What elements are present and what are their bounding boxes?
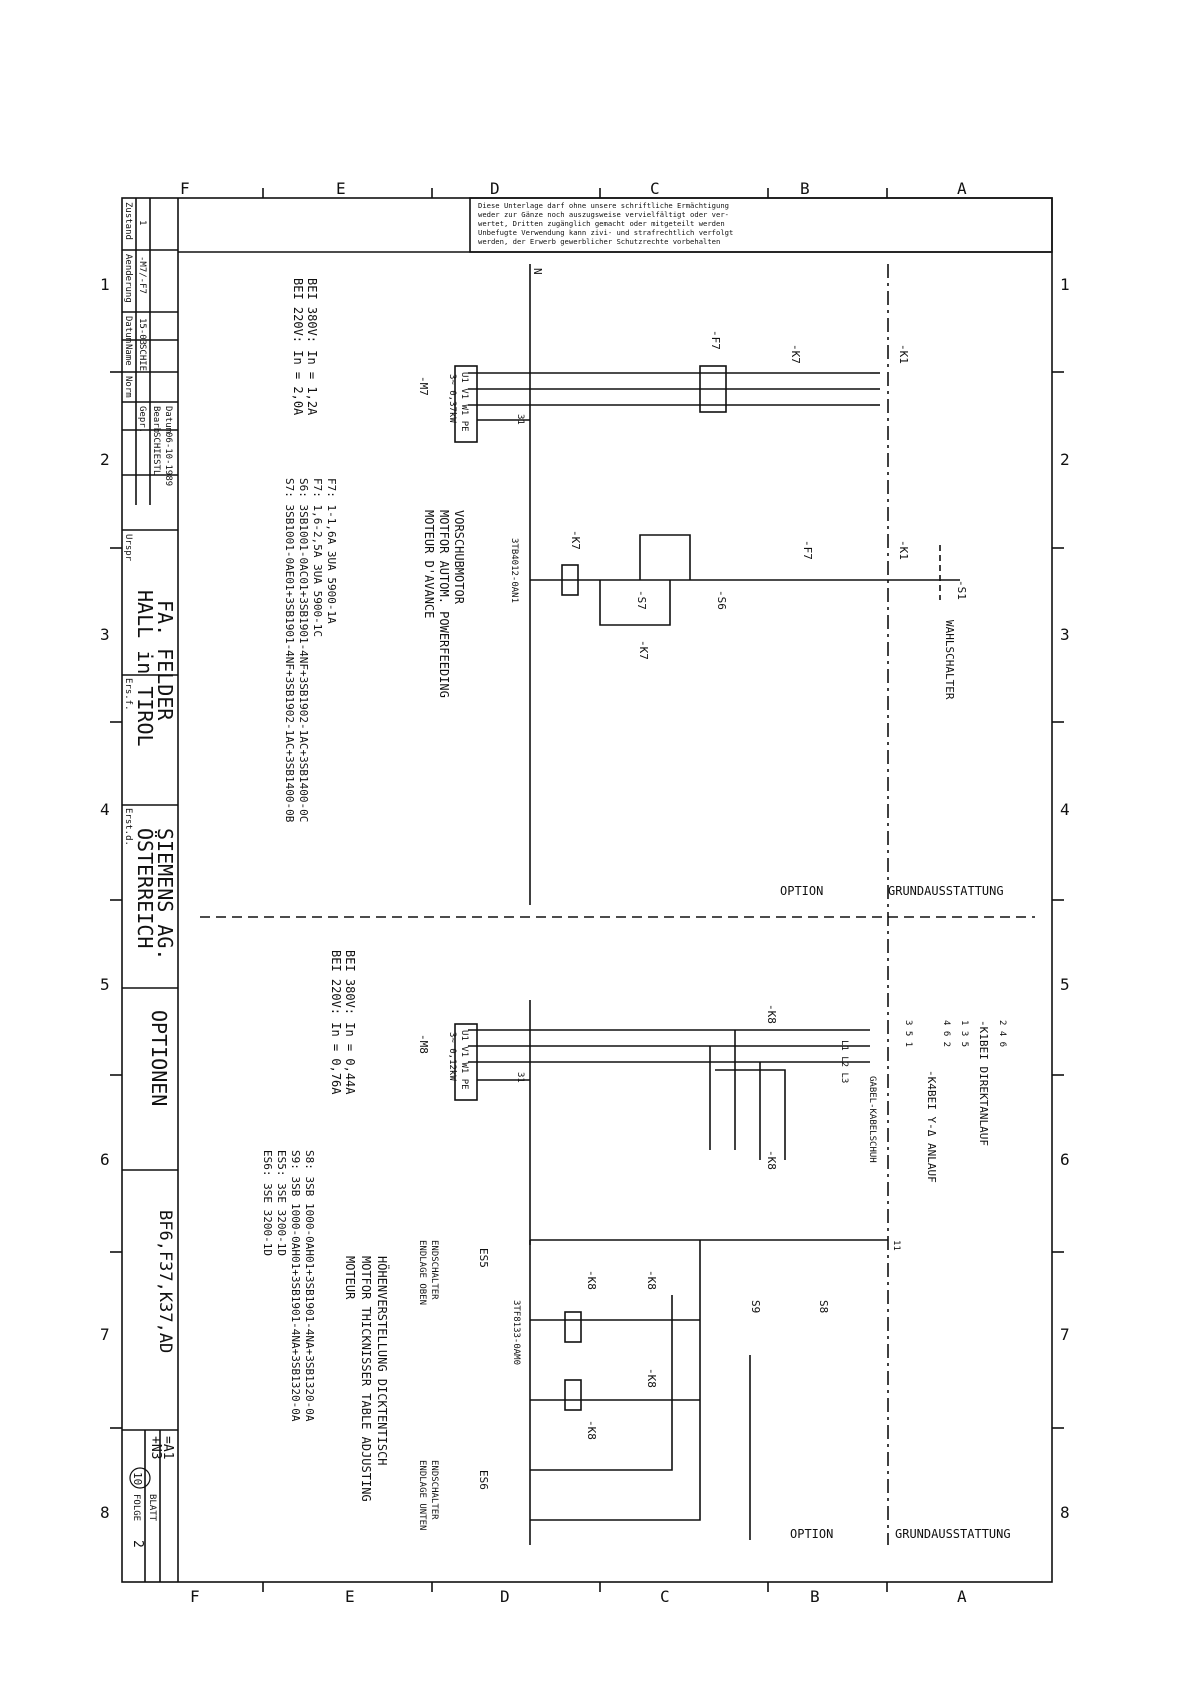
s2-k1-pins2: 1 3 5 bbox=[959, 1020, 969, 1048]
s1-s7-tag: -S7 bbox=[635, 590, 648, 610]
s2-motor-tag: -M8 bbox=[417, 1034, 430, 1054]
s2-coil1-tag: -K8 bbox=[585, 1270, 598, 1290]
notice-line-5: werden, der Erwerb gewerblicher Schutzrechte vorbehalten bbox=[478, 237, 721, 246]
notice-line-4: Unbefugte Verwendung kann zivi- und strafrechtlich verfolgt bbox=[478, 228, 734, 237]
frame-number-right-4: 4 bbox=[1060, 800, 1070, 819]
frame-number-left-2: 2 bbox=[100, 450, 110, 469]
tb-title: OPTIONEN bbox=[147, 1010, 171, 1107]
s2-desc-fr: MOTEUR bbox=[343, 1256, 357, 1300]
s2-k8-bottom: -K8 bbox=[765, 1150, 778, 1170]
tb-blatt-value: 2 bbox=[130, 1540, 145, 1548]
s1-part-s7: S7: 3SB1001-0AE01+3SB1901-4NF+3SB1902-1AC+3SB1400-0B bbox=[283, 478, 296, 823]
frame-number-right-7: 7 bbox=[1060, 1325, 1070, 1344]
s1-desc-de: VORSCHUBMOTOR bbox=[452, 510, 466, 604]
tb-row1-datum: 15-03 bbox=[137, 318, 147, 346]
frame-number-left-5: 5 bbox=[100, 975, 110, 994]
s1-f7-top: -F7 bbox=[709, 330, 722, 350]
s1-k7-aux: -K7 bbox=[637, 640, 650, 660]
s2-part-s8: S8: 3SB 1000-0AH01+3SB1901-4NA+3SB1320-0A bbox=[303, 1150, 316, 1422]
s2-s8-tag: S8 bbox=[817, 1300, 830, 1314]
frame-letter-top-c: C bbox=[650, 179, 660, 198]
tb-sheet-count: 10 bbox=[131, 1472, 144, 1486]
frame-number-left-8: 8 bbox=[100, 1503, 110, 1522]
s1-part-f7a: F7: 1-1,6A 3UA 5900-1A bbox=[325, 478, 338, 624]
tb-row1-zustand: 1 bbox=[137, 220, 147, 226]
s1-s6-tag: -S6 bbox=[715, 590, 728, 610]
frame-letter-bottom-c: C bbox=[660, 1587, 670, 1606]
tb-header-datum: Datum bbox=[123, 316, 133, 344]
s2-voltage-380: BEI 380V: In = 0,44A bbox=[343, 950, 357, 1095]
s2-k4-note: BEI Y-Δ ANLAUF bbox=[925, 1090, 938, 1183]
frame-number-right-2: 2 bbox=[1060, 450, 1070, 469]
frame-number-right-1: 1 bbox=[1060, 275, 1070, 294]
s1-desc-en: MOTFOR AUTOM. POWERFEEDING bbox=[437, 510, 451, 698]
s1-contactor-type: 3TB4012-0AN1 bbox=[509, 538, 519, 604]
tb-folge-label: FOLGE bbox=[131, 1494, 141, 1522]
s1-motor-terminals: U1 V1 W1 PE bbox=[459, 372, 469, 432]
frame-letter-bottom-b: B bbox=[810, 1587, 820, 1606]
s2-k8-top: -K8 bbox=[765, 1004, 778, 1024]
s2-k1-label: -K1 bbox=[977, 1020, 990, 1040]
s2-desc-de: HÖHENVERSTELLUNG DICKTENTISCH bbox=[375, 1256, 389, 1466]
s1-wahlschalter: WAHLSCHALTER bbox=[943, 620, 956, 700]
s1-k1-aux: -K1 bbox=[897, 540, 910, 560]
s2-es6-tag: ES6 bbox=[477, 1470, 490, 1490]
tb-ersatz-fuer: Ers.f. bbox=[123, 678, 133, 711]
tb-ersetzt-durch: Erst.d. bbox=[123, 808, 133, 846]
s2-pe-num: 31 bbox=[515, 1072, 525, 1083]
frame-letter-top-b: B bbox=[800, 179, 810, 198]
tb-eq-a1: =A1 bbox=[160, 1436, 175, 1460]
tb-datum-label: Datum bbox=[163, 406, 173, 434]
frame-letter-top-f: F bbox=[180, 179, 190, 198]
tb-customer-line1: FA. FELDER bbox=[153, 600, 177, 721]
tb-eq-n3: +N3 bbox=[148, 1436, 163, 1460]
s2-es5-note2: ENDLAGE OBEN bbox=[417, 1240, 427, 1306]
tb-header-aenderung: Aenderung bbox=[123, 254, 133, 303]
tb-bearb-label: Bearb bbox=[151, 406, 161, 434]
s2-coil2-tag: -K8 bbox=[585, 1420, 598, 1440]
frame-letter-top-a: A bbox=[957, 179, 967, 198]
s1-motor-rating: 3~ 0,37kW bbox=[447, 374, 457, 423]
s1-part-f7b: F7: 1,6-2,5A 3UA 5900-1C bbox=[311, 478, 324, 637]
frame-letter-bottom-d: D bbox=[500, 1587, 510, 1606]
s2-lines: L1 L2 L3 bbox=[839, 1040, 849, 1084]
frame-number-left-6: 6 bbox=[100, 1150, 110, 1169]
tb-gepr-label: Gepr. bbox=[137, 406, 147, 434]
s1-grundausstattung: GRUNDAUSSTATTUNG bbox=[888, 884, 1004, 898]
frame-letter-bottom-a: A bbox=[957, 1587, 967, 1606]
frame-number-left-3: 3 bbox=[100, 625, 110, 644]
tb-drawing-number: BF6,F37,K37,AD bbox=[155, 1210, 175, 1354]
tb-row1-name: SCHIE bbox=[137, 344, 147, 372]
s1-f7-aux: -F7 bbox=[801, 540, 814, 560]
frame-number-right-8: 8 bbox=[1060, 1503, 1070, 1522]
s2-contactor-type: 3TF8133-0AM0 bbox=[511, 1300, 521, 1366]
tb-company-line1: SIEMENS AG. bbox=[153, 828, 177, 961]
tb-datum-value: 06-10-1989 bbox=[163, 432, 173, 487]
s2-motor-rating: 3~ 0,12kW bbox=[447, 1032, 457, 1081]
s2-k1-pins: 2 4 6 bbox=[997, 1020, 1007, 1048]
notice-line-2: weder zur Gänze noch auszugsweise vervielfältigt oder ver- bbox=[478, 210, 729, 219]
frame-letter-bottom-f: F bbox=[190, 1587, 200, 1606]
frame-number-right-3: 3 bbox=[1060, 625, 1070, 644]
s1-s1-tag: -S1 bbox=[955, 580, 968, 600]
s2-voltage-220: BEI 220V: In = 0,76A bbox=[329, 950, 343, 1095]
s2-node-11: 11 bbox=[891, 1240, 901, 1251]
s2-grundausstattung: GRUNDAUSSTATTUNG bbox=[895, 1527, 1011, 1541]
notice-line-1: Diese Unterlage darf ohne unsere schriftliche Ermächtigung bbox=[478, 201, 729, 210]
tb-bearb-value: SCHIESTL bbox=[151, 432, 161, 476]
s2-gabel: GABEL-KABELSCHUH bbox=[867, 1076, 877, 1163]
s2-part-es5: ES5: 3SE 3200-1D bbox=[275, 1150, 288, 1256]
s1-pe-num: 31 bbox=[515, 414, 525, 425]
s1-n-label: N bbox=[531, 268, 544, 275]
s1-option: OPTION bbox=[780, 884, 824, 898]
tb-row1-aenderung: -M7/-F7 bbox=[137, 256, 147, 294]
s2-es6-note2: ENDLAGE UNTEN bbox=[417, 1460, 427, 1531]
s2-s9-tag: S9 bbox=[749, 1300, 762, 1314]
s2-k8a-tag: -K8 bbox=[645, 1270, 658, 1290]
s2-es5-note1: ENDSCHALTER bbox=[429, 1240, 439, 1300]
s1-k7-top: -K7 bbox=[789, 344, 802, 364]
s2-motor-terminals: U1 V1 W1 PE bbox=[459, 1030, 469, 1090]
s1-k1-top: -K1 bbox=[897, 344, 910, 364]
tb-company-line2: ÖSTERREICH bbox=[133, 828, 157, 949]
s1-voltage-220: BEI 220V: In = 2,0A bbox=[291, 278, 305, 416]
s2-desc-en: MOTFOR THICKNISSER TABLE ADJUSTING bbox=[359, 1256, 373, 1502]
tb-header-zustand: Zustand bbox=[123, 202, 133, 240]
s1-motor-tag: -M7 bbox=[417, 376, 430, 396]
tb-blatt-label: BLATT bbox=[147, 1494, 157, 1522]
s2-k4-pins2: 3 5 1 bbox=[903, 1020, 913, 1048]
frame-number-right-5: 5 bbox=[1060, 975, 1070, 994]
tb-ursprung: Urspr bbox=[123, 534, 133, 562]
s2-es5-tag: ES5 bbox=[477, 1248, 490, 1268]
s1-k7-coil: -K7 bbox=[569, 530, 582, 550]
frame-number-left-7: 7 bbox=[100, 1325, 110, 1344]
s2-k1-note: BEI DIREKTANLAUF bbox=[977, 1040, 990, 1146]
frame-number-right-6: 6 bbox=[1060, 1150, 1070, 1169]
s1-part-s6: S6: 3SB1001-0AC01+3SB1901-4NF+3SB1902-1AC+3SB1400-0C bbox=[297, 478, 310, 823]
frame-number-left-1: 1 bbox=[100, 275, 110, 294]
s1-desc-fr: MOTEUR D'AVANCE bbox=[422, 510, 436, 619]
notice-line-3: wertet, Dritten zugänglich gemacht oder mitgeteilt werden bbox=[478, 219, 725, 228]
s2-es6-note1: ENDSCHALTER bbox=[429, 1460, 439, 1520]
s1-voltage-380: BEI 380V: In = 1,2A bbox=[305, 278, 319, 416]
tb-header-norm: Norm bbox=[123, 376, 133, 398]
s2-k4-label: -K4 bbox=[925, 1070, 938, 1090]
s2-part-s9: S9: 3SB 1000-0AH01+3SB1901-4NA+3SB1320-0A bbox=[289, 1150, 302, 1422]
s2-k8b-tag: -K8 bbox=[645, 1368, 658, 1388]
frame-letter-top-d: D bbox=[490, 179, 500, 198]
tb-customer-line2: HALL in TIROL bbox=[133, 590, 157, 747]
frame-number-left-4: 4 bbox=[100, 800, 110, 819]
frame-letter-bottom-e: E bbox=[345, 1587, 355, 1606]
tb-header-name: Name bbox=[123, 344, 133, 366]
frame-letter-top-e: E bbox=[336, 179, 346, 198]
s2-k4-pins: 4 6 2 bbox=[941, 1020, 951, 1048]
s2-option: OPTION bbox=[790, 1527, 834, 1541]
s2-part-es6: ES6: 3SE 3200-1D bbox=[261, 1150, 274, 1256]
